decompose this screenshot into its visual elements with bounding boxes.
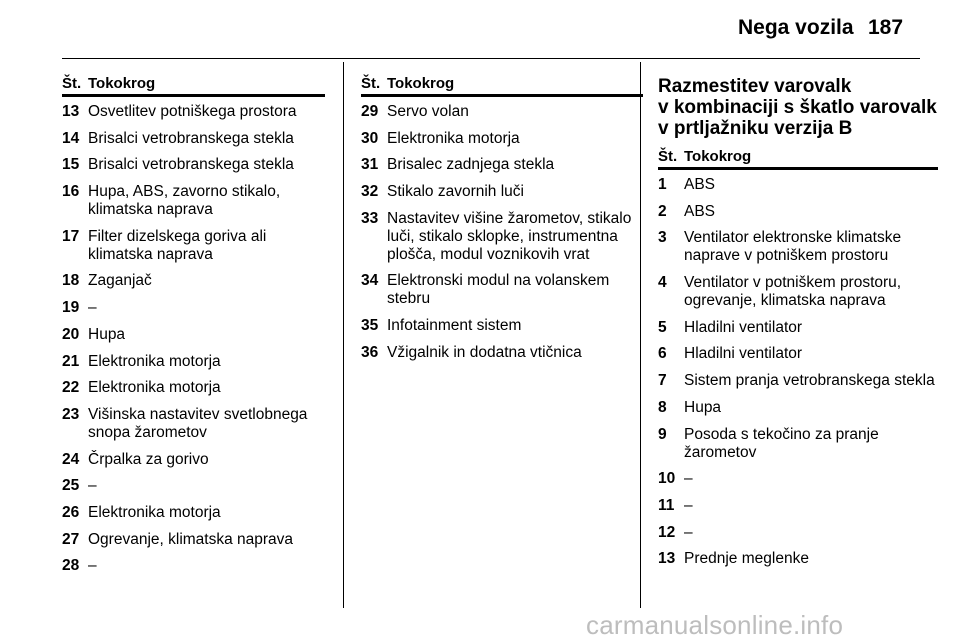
table-row [658,550,938,568]
header-number: Št. [361,75,381,92]
fuse-number: 6 [658,345,667,363]
fuse-number: 21 [62,352,80,370]
circuit-description: Hupa [684,398,722,416]
table-row [658,229,938,265]
table-row [62,353,325,371]
circuit-description: Črpalka za gorivo [88,450,209,468]
table-row [361,272,643,308]
circuit-description: Vžigalnik in dodatna vtičnica [387,343,582,361]
circuit-description: Elektronski modul na volanskem stebru [387,272,610,308]
fuse-number: 18 [62,272,80,290]
circuit-description: ABS [684,202,716,220]
header-circuit: Tokokrog [387,75,455,92]
fuse-number: 10 [658,470,676,488]
table-row [361,156,643,174]
header-circuit: Tokokrog [88,75,156,92]
circuit-description: Brisalci vetrobranskega stekla [88,156,294,174]
circuit-description: ABS [684,176,716,193]
table-body [62,97,325,575]
fuse-number: 1 [658,176,667,193]
fuse-number: 12 [658,523,676,541]
table-row [62,406,325,442]
circuit-description: Zaganjač [88,272,152,290]
fuse-number: 23 [62,405,80,423]
table-row [658,399,938,417]
fuse-number: 13 [658,550,676,568]
table-row [62,477,325,495]
fuse-table-column-2 [343,62,643,608]
header-divider [62,58,920,59]
watermark: carmanualsonline.info [586,610,844,640]
circuit-description: Infotainment sistem [387,317,522,335]
fuse-table-column-1 [62,62,325,608]
circuit-description: Nastavitev višine žarometov, stikalo luči, stikalo sklopke, instrumentna plošča, modul voznikovih vrat [387,209,632,263]
table-row [361,210,643,264]
table-row [361,183,643,201]
header-number: Št. [62,75,82,92]
table-body [658,170,938,568]
table-row [62,504,325,522]
table-row [62,531,325,549]
fuse-number: 32 [361,183,379,201]
fuse-number: 29 [361,103,379,120]
table-row [62,228,325,264]
fuse-table-column-3 [640,62,938,608]
section-heading-line-3: v prtljažniku verzija B [658,118,853,139]
fuse-number: 35 [361,317,379,335]
fuse-number: 3 [658,229,667,247]
section-heading [658,76,938,139]
circuit-description: Ogrevanje, klimatska naprava [88,530,294,548]
circuit-description: – [88,299,97,317]
table-row [658,176,938,194]
circuit-description: – [684,523,693,541]
fuse-number: 13 [62,103,80,120]
circuit-description: Hladilni ventilator [684,345,803,363]
table-row [658,345,938,363]
table-row [62,379,325,397]
fuse-number: 30 [361,129,379,147]
table-row [658,372,938,390]
table-header [361,62,643,97]
circuit-description: Hupa [88,325,126,343]
table-header [658,139,938,170]
circuit-description: Osvetlitev potniškega prostora [88,103,297,120]
fuse-number: 5 [658,318,667,336]
fuse-number: 16 [62,183,80,201]
fuse-number: 14 [62,129,80,147]
circuit-description: Filter dizelskega goriva ali klimatska naprava [88,227,267,263]
fuse-number: 11 [658,496,675,514]
table-row [361,317,643,335]
circuit-description: Hladilni ventilator [684,318,803,336]
fuse-number: 26 [62,503,80,521]
fuse-number: 31 [361,156,379,174]
circuit-description: Ventilator elektronske klimatske naprave v potniškem prostoru [684,229,902,265]
fuse-number: 33 [361,209,379,227]
table-row [62,326,325,344]
circuit-description: Servo volan [387,103,469,120]
section-heading-line-1: Razmestitev varovalk [658,76,852,97]
table-row [658,497,938,515]
circuit-description: – [88,477,97,495]
table-row [62,130,325,148]
circuit-description: Posoda s tekočino za pranje žarometov [684,425,879,461]
table-row [658,524,938,542]
table-row [62,557,325,575]
circuit-description: Hupa, ABS, zavorno stikalo, klimatska naprava [88,183,281,219]
circuit-description: Elektronika motorja [387,129,520,147]
fuse-number: 22 [62,379,80,397]
fuse-number: 34 [361,272,379,290]
page-section-title: Nega vozila [738,16,854,39]
fuse-number: 4 [658,274,667,292]
circuit-description: Elektronika motorja [88,503,221,521]
circuit-description: Brisalci vetrobranskega stekla [88,129,294,147]
fuse-number: 9 [658,425,667,443]
table-row [658,319,938,337]
fuse-number: 27 [62,530,80,548]
header-circuit: Tokokrog [684,148,752,165]
fuse-number: 28 [62,557,80,575]
table-row [62,451,325,469]
table-header [62,62,325,97]
table-row [658,426,938,462]
table-body [361,97,643,362]
circuit-description: – [684,470,693,488]
fuse-number: 36 [361,343,379,361]
table-row [361,130,643,148]
fuse-number: 24 [62,450,80,468]
fuse-number: 8 [658,398,667,416]
table-row [62,272,325,290]
fuse-number: 2 [658,202,667,220]
section-heading-line-2: v kombinaciji s škatlo varovalk [658,97,937,118]
circuit-description: – [684,496,693,514]
circuit-description: Stikalo zavornih luči [387,183,524,201]
fuse-number: 15 [62,156,80,174]
circuit-description: – [88,557,97,575]
table-row [658,470,938,488]
table-row [361,103,643,121]
header-number: Št. [658,148,678,165]
circuit-description: Sistem pranja vetrobranskega stekla [684,372,935,390]
table-row [62,103,325,121]
table-row [658,203,938,221]
circuit-description: Prednje meglenke [684,550,809,568]
fuse-number: 7 [658,372,667,390]
circuit-description: Elektronika motorja [88,352,221,370]
circuit-description: Ventilator v potniškem prostoru, ogrevanje, klimatska naprava [684,274,902,310]
table-row [62,183,325,219]
fuse-number: 25 [62,477,80,495]
table-row [62,299,325,317]
page-number: 187 [868,16,904,39]
table-row [361,344,643,362]
fuse-number: 19 [62,299,80,317]
fuse-number: 20 [62,325,80,343]
circuit-description: Elektronika motorja [88,379,221,397]
circuit-description: Višinska nastavitev svetlobnega snopa žarometov [88,405,308,441]
table-row [658,274,938,310]
table-row [62,156,325,174]
circuit-description: Brisalec zadnjega stekla [387,156,555,174]
fuse-number: 17 [62,227,80,245]
